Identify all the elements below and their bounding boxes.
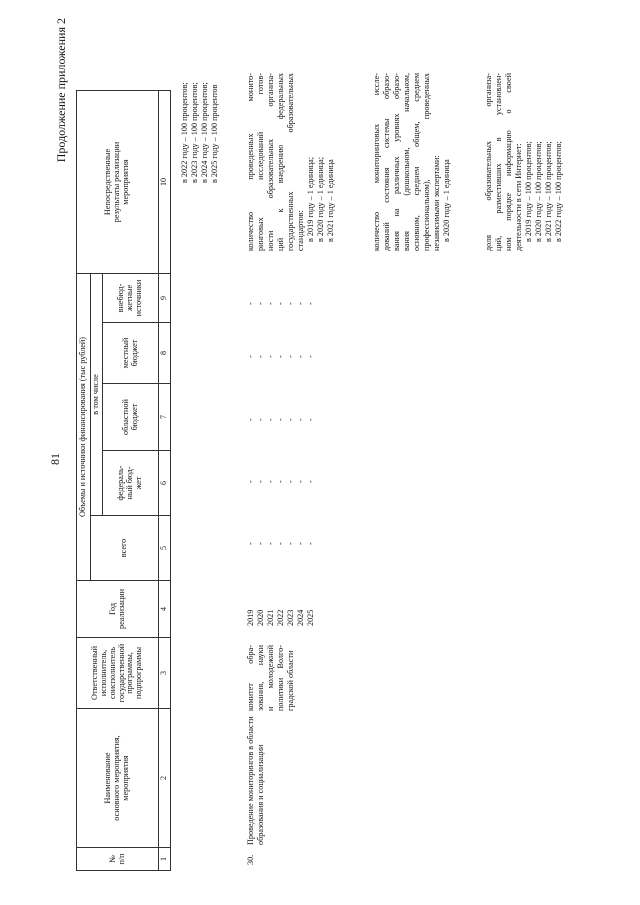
colnum: 8: [159, 323, 171, 384]
hdr-funding: Объемы и источники финансирования (тыс рублей): [77, 274, 91, 581]
hdr-federal: федераль- ный бюд- жет: [103, 451, 159, 516]
colnum: 6: [159, 451, 171, 516]
colnum: 4: [159, 581, 171, 638]
col-federal-dashes: - - - - - - -: [246, 480, 315, 483]
hdr-col10: Непосредственные результаты реализации мероприятия: [77, 91, 159, 274]
col-local-dashes: - - - - - - -: [246, 355, 315, 358]
hdr-local: местный бюджет: [103, 323, 159, 384]
result-monitoring-readiness: количество проведенных монито- ринговых исследований готов- ности образовательных организа- ций к внедрению федеральных государственных образовательных стандартов: в 2019 году – 1 единица; в 2020 году – 1 единица; в 2021 году – 1 единица: [246, 73, 335, 251]
col-regional-dashes: - - - - - - -: [246, 418, 315, 421]
colnum: 3: [159, 638, 171, 709]
hdr-col4: Год реализации: [77, 581, 159, 638]
hdr-including: в том числе: [91, 274, 103, 516]
page-number: 81: [48, 453, 62, 465]
column-numbers-row: [159, 91, 171, 871]
row-executor: комитет обра- зования, науки и молодежной политики Волго- градской области: [246, 645, 295, 711]
header-table: [76, 90, 171, 871]
hdr-col3: Ответственный исполнитель, соисполнитель государственной программы, подпрограммы: [77, 638, 159, 709]
result-website-info: доля образовательных организа- ций, разместивших в установлен- ном порядке информацию о своей деятельности в сети Интернет: в 2019 году – 100 процентов; в 2020 году – 100 процентов; в 2021 году – 100 процентов; в 2022 году – 100 процентов;: [484, 73, 563, 251]
colnum: 7: [159, 384, 171, 451]
hdr-col1: № п/п: [77, 848, 159, 871]
colnum: 2: [159, 709, 171, 848]
row-number: 30.: [246, 854, 255, 865]
hdr-extra: внебюд- жетные источники: [103, 274, 159, 323]
hdr-col2: Наименование основного мероприятия, мероприятия: [77, 709, 159, 848]
row-name: Проведение мониторингов в области образования и социализации: [246, 716, 265, 845]
colnum: 10: [159, 91, 171, 274]
hdr-regional: областной бюджет: [103, 384, 159, 451]
colnum: 1: [159, 848, 171, 871]
row-years: 2019 2020 2021 2022 2023 2024 2025: [246, 609, 315, 626]
col-total-dashes: - - - - - - -: [246, 542, 315, 545]
hdr-total: всего: [91, 516, 159, 581]
colnum: 9: [159, 274, 171, 323]
continuation-title: Продолжение приложения 2: [54, 18, 68, 163]
prev-results: в 2022 году – 100 процентов; в 2023 году – 100 процентов; в 2024 году – 100 процентов; в 2025 году – 100 процентов: [180, 82, 219, 183]
colnum: 5: [159, 516, 171, 581]
result-monitoring-system: количество мониторинговых иссле- дований состояния системы образо- вания на различных уровнях образо- вания (дошкольном, начальном, основном, среднем общем, среднем профессиональном), проведенных независимыми экспертами: в 2020 году – 1 единица: [372, 73, 451, 251]
col-extra-dashes: - - - - - - -: [246, 302, 315, 305]
